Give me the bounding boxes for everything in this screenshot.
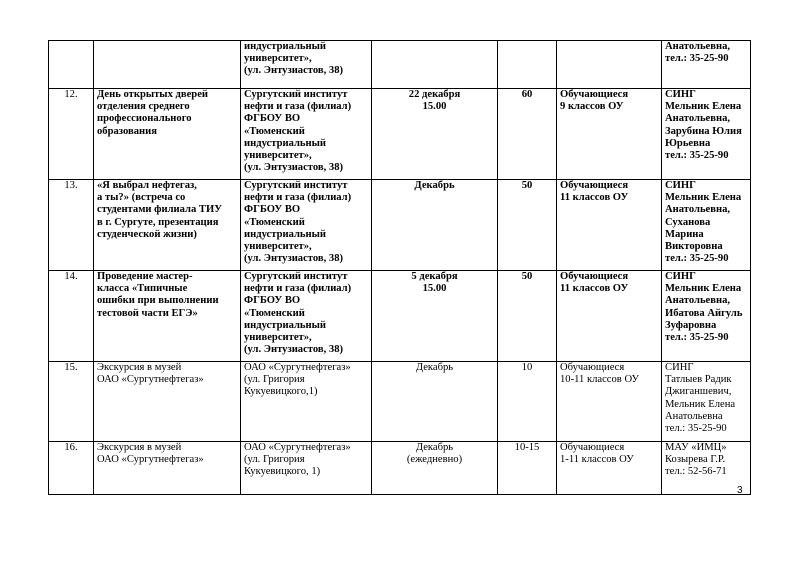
cell-line: (ул. Энтузиастов, 38) — [244, 253, 344, 265]
contact-cell — [662, 180, 751, 271]
audience-cell — [557, 89, 662, 180]
cell-line: Экскурсия в музей — [97, 442, 182, 453]
cell-line: «Я выбрал нефтегаз, — [97, 180, 197, 191]
cell-line: индустриальный — [244, 228, 326, 240]
cell-line: День открытых дверей — [97, 89, 209, 100]
cell-line: ФГБОУ ВО — [244, 113, 301, 125]
cell-line: Татлыев Радик — [665, 374, 732, 386]
cell-line: нефти и газа (филиал) — [244, 283, 352, 295]
date-cell — [372, 362, 498, 442]
date-cell — [372, 442, 498, 495]
cell-line: ФГБОУ ВО — [244, 204, 301, 216]
count-cell: 10 — [498, 362, 557, 442]
count-cell: 10-15 — [498, 442, 557, 495]
cell-line: СИНГ — [665, 362, 694, 373]
cell-line: ошибки при выполнении — [97, 295, 219, 307]
cell-line: тестовой части ЕГЭ» — [97, 307, 198, 319]
cell-line: «Тюменский — [244, 307, 305, 319]
audience-cell — [557, 41, 662, 89]
cell-line: Сургутский институт — [244, 271, 348, 282]
contact-cell — [662, 271, 751, 362]
cell-line: СИНГ — [665, 271, 696, 282]
cell-line: ОАО «Сургутнефтегаз» — [244, 362, 351, 373]
date-cell — [372, 41, 498, 89]
event-cell — [94, 271, 241, 362]
cell-line: Обучающиеся — [560, 271, 629, 282]
cell-line: ФГБОУ ВО — [244, 295, 301, 307]
row-number: 13. — [49, 180, 94, 271]
cell-line: «Тюменский — [244, 216, 305, 228]
cell-line: студенческой жизни) — [97, 228, 197, 240]
cell-line: 11 классов ОУ — [560, 283, 629, 295]
cell-line: профессионального — [97, 113, 192, 125]
cell-line: индустриальный — [244, 41, 326, 52]
event-cell — [94, 442, 241, 495]
date-cell — [372, 271, 498, 362]
cell-line: Козырева Г.Р. — [665, 454, 726, 466]
date-cell — [372, 89, 498, 180]
cell-line: Зуфаровна — [665, 319, 717, 331]
cell-line: Викторовна — [665, 241, 723, 253]
event-cell — [94, 41, 241, 89]
place-cell — [241, 180, 372, 271]
cell-line: (ежедневно) — [406, 454, 463, 466]
cell-line: Анатольевна, — [665, 204, 731, 216]
table-row — [49, 41, 751, 89]
cell-line: «Тюменский — [244, 125, 305, 137]
page-number: 3 — [737, 485, 743, 496]
cell-line: тел.: 52-56-71 — [665, 466, 727, 478]
cell-line: 15.00 — [422, 283, 447, 295]
cell-line: Анатольевна, — [665, 295, 731, 307]
cell-line: Декабрь — [414, 180, 455, 191]
place-cell — [241, 442, 372, 495]
cell-line: студентами филиала ТИУ — [97, 204, 222, 216]
cell-line: Юрьевна — [665, 137, 711, 149]
row-number — [49, 41, 94, 89]
audience-cell — [557, 271, 662, 362]
cell-line: университет», — [244, 332, 312, 344]
cell-line: 9 классов ОУ — [560, 101, 624, 113]
cell-line: Сургутский институт — [244, 180, 348, 191]
cell-line: индустриальный — [244, 319, 326, 331]
cell-line: индустриальный — [244, 137, 326, 149]
audience-cell — [557, 442, 662, 495]
cell-line: Анатольевна, — [665, 113, 731, 125]
contact-cell — [662, 89, 751, 180]
place-cell — [241, 89, 372, 180]
cell-line: нефти и газа (филиал) — [244, 192, 352, 204]
cell-line: тел.: 35-25-90 — [665, 150, 729, 162]
cell-line: МАУ «ИМЦ» — [665, 442, 727, 453]
cell-line: ОАО «Сургутнефтегаз» — [97, 374, 204, 386]
cell-line: Кукуевицкого,1) — [244, 386, 318, 398]
cell-line: Ибатова Айгуль — [665, 307, 743, 319]
row-number: 16. — [49, 442, 94, 495]
cell-line: 5 декабря — [411, 271, 458, 282]
event-cell — [94, 362, 241, 442]
cell-line: Зарубина Юлия — [665, 125, 742, 137]
cell-line: университет», — [244, 150, 312, 162]
event-cell — [94, 180, 241, 271]
cell-line: нефти и газа (филиал) — [244, 101, 352, 113]
cell-line: Мельник Елена — [665, 192, 742, 204]
place-cell — [241, 362, 372, 442]
cell-line: ОАО «Сургутнефтегаз» — [244, 442, 351, 453]
cell-line: Анатольевна — [665, 410, 723, 422]
cell-line: Мельник Елена — [665, 398, 736, 410]
cell-line: 10-11 классов ОУ — [560, 374, 640, 386]
cell-line: тел.: 35-25-90 — [665, 332, 729, 344]
cell-line: ОАО «Сургутнефтегаз» — [97, 454, 204, 466]
cell-line: в г. Сургуте, презентация — [97, 216, 219, 228]
cell-line: 11 классов ОУ — [560, 192, 629, 204]
table-row — [49, 271, 751, 362]
table-row — [49, 362, 751, 442]
cell-line: Мельник Елена — [665, 283, 742, 295]
cell-line: Мельник Елена — [665, 101, 742, 113]
cell-line: Обучающиеся — [560, 89, 629, 100]
audience-cell — [557, 362, 662, 442]
cell-line: Экскурсия в музей — [97, 362, 182, 373]
cell-line: СИНГ — [665, 89, 696, 100]
cell-line: Обучающиеся — [560, 442, 625, 453]
count-cell — [498, 41, 557, 89]
audience-cell — [557, 180, 662, 271]
cell-line: Анатольевна, — [665, 41, 731, 52]
cell-line: Суханова Марина — [665, 216, 711, 240]
cell-line: (ул. Энтузиастов, 38) — [244, 162, 344, 174]
cell-line: (ул. Энтузиастов, 38) — [244, 65, 344, 77]
date-cell — [372, 180, 498, 271]
table-row — [49, 442, 751, 495]
cell-line: 22 декабря — [408, 89, 461, 100]
cell-line: (ул. Григория — [244, 374, 305, 386]
cell-line: Проведение мастер- — [97, 271, 193, 282]
row-number: 15. — [49, 362, 94, 442]
place-cell — [241, 271, 372, 362]
cell-line: Декабрь — [415, 362, 454, 373]
cell-line: 1-11 классов ОУ — [560, 454, 634, 466]
cell-line: Кукуевицкого, 1) — [244, 466, 321, 478]
cell-line: университет», — [244, 53, 312, 65]
cell-line: тел.: 35-25-90 — [665, 53, 729, 65]
count-cell: 50 — [498, 271, 557, 362]
table-row — [49, 180, 751, 271]
cell-line: тел.: 35-25-90 — [665, 253, 729, 265]
cell-line: университет», — [244, 241, 312, 253]
table-row — [49, 89, 751, 180]
count-cell: 60 — [498, 89, 557, 180]
cell-line: (ул. Григория — [244, 454, 305, 466]
cell-line: класса «Типичные — [97, 283, 188, 295]
cell-line: отделения среднего — [97, 101, 190, 113]
cell-line: Джиганшевич, — [665, 386, 732, 398]
cell-line: 15.00 — [422, 101, 447, 113]
contact-cell — [662, 362, 751, 442]
cell-line: Обучающиеся — [560, 362, 625, 373]
cell-line: Сургутский институт — [244, 89, 348, 100]
row-number: 12. — [49, 89, 94, 180]
count-cell: 50 — [498, 180, 557, 271]
cell-line: СИНГ — [665, 180, 696, 191]
events-table — [48, 40, 751, 495]
place-cell — [241, 41, 372, 89]
event-cell — [94, 89, 241, 180]
row-number: 14. — [49, 271, 94, 362]
cell-line: тел.: 35-25-90 — [665, 423, 727, 435]
contact-cell — [662, 41, 751, 89]
cell-line: Декабрь — [415, 442, 454, 453]
cell-line: а ты?» (встреча со — [97, 192, 186, 204]
cell-line: образования — [97, 125, 157, 137]
cell-line: (ул. Энтузиастов, 38) — [244, 344, 344, 356]
cell-line: Обучающиеся — [560, 180, 629, 191]
